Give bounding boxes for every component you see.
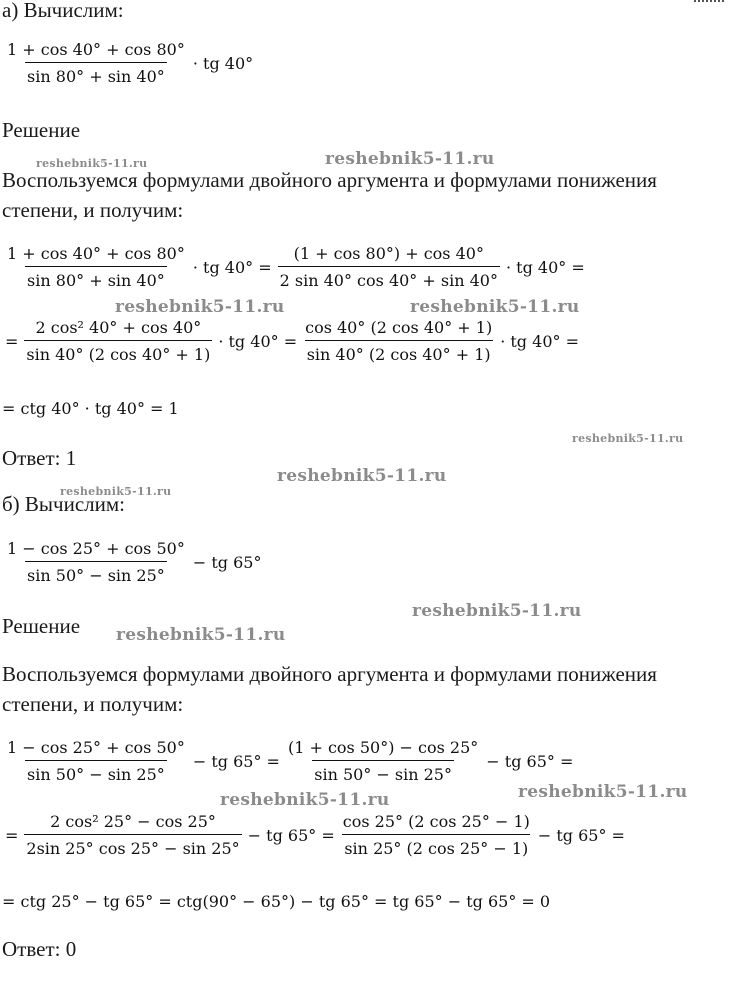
denominator: sin 25° (2 cos 25° − 1)	[342, 834, 530, 858]
denominator: 2sin 25° cos 25° − sin 25°	[24, 834, 241, 858]
denominator: sin 40° (2 cos 40° + 1)	[305, 340, 493, 364]
watermark: reshebnik5-11.ru	[36, 157, 148, 170]
fraction	[303, 318, 494, 364]
fraction	[278, 244, 500, 290]
part-a-line1	[2, 244, 588, 290]
numerator: cos 25° (2 cos 25° − 1)	[342, 812, 530, 831]
operator: − tg 65° =	[247, 825, 335, 845]
fraction	[5, 40, 187, 86]
operator: · tg 40° =	[192, 257, 272, 277]
part-a-intro-line1: Воспользуемся формулами двойного аргумента и формулами понижения	[2, 168, 657, 192]
corner-mark	[694, 0, 724, 8]
fraction	[24, 812, 241, 858]
part-b-line2	[2, 812, 628, 858]
watermark: reshebnik5-11.ru	[115, 297, 285, 317]
part-a-answer: Ответ: 1	[2, 446, 77, 470]
expression-tail: · tg 40°	[192, 53, 254, 73]
numerator: (1 + cos 50°) − cos 25°	[287, 738, 479, 757]
part-b-line3: = ctg 25° − tg 65° = ctg(90° − 65°) − tg 65° = tg 65° − tg 65° = 0	[2, 892, 551, 911]
operator: · tg 40° =	[500, 331, 579, 351]
denominator: sin 50° − sin 25°	[25, 561, 167, 585]
operator: =	[5, 825, 19, 845]
part-a-intro-line2: степени, и получим:	[2, 198, 184, 222]
expression-tail: − tg 65°	[192, 552, 262, 572]
part-b-intro-line2: степени, и получим:	[2, 692, 184, 716]
fraction	[286, 738, 480, 784]
denominator: sin 80° + sin 40°	[25, 266, 167, 290]
numerator: 2 cos² 40° + cos 40°	[35, 318, 202, 337]
part-a-line3: = ctg 40° · tg 40° = 1	[2, 399, 179, 418]
watermark: reshebnik5-11.ru	[60, 485, 172, 498]
watermark: reshebnik5-11.ru	[220, 790, 390, 810]
numerator: 1 + cos 40° + cos 80°	[7, 40, 185, 59]
watermark: reshebnik5-11.ru	[412, 601, 582, 621]
part-b-answer: Ответ: 0	[2, 937, 77, 961]
part-b-intro-line1: Воспользуемся формулами двойного аргумента и формулами понижения	[2, 662, 657, 686]
operator: · tg 40° =	[505, 257, 585, 277]
part-b-expression	[2, 539, 264, 585]
numerator: 2 cos² 25° − cos 25°	[50, 812, 216, 831]
part-b-line1	[2, 738, 576, 784]
operator: − tg 65° =	[537, 825, 625, 845]
denominator: sin 50° − sin 25°	[25, 760, 167, 784]
fraction	[24, 318, 212, 364]
operator: =	[5, 331, 19, 351]
part-a-solution-label: Решение	[2, 118, 81, 142]
fraction	[5, 539, 187, 585]
denominator: sin 80° + sin 40°	[25, 62, 167, 86]
watermark: reshebnik5-11.ru	[572, 432, 684, 445]
denominator: 2 sin 40° cos 40° + sin 40°	[278, 266, 500, 290]
watermark: reshebnik5-11.ru	[410, 297, 580, 317]
part-a-expression	[2, 40, 256, 86]
watermark: reshebnik5-11.ru	[277, 466, 447, 486]
numerator: cos 40° (2 cos 40° + 1)	[305, 318, 493, 337]
denominator: sin 40° (2 cos 40° + 1)	[24, 340, 212, 364]
numerator: 1 − cos 25° + cos 50°	[7, 539, 185, 558]
part-b-solution-label: Решение	[2, 614, 81, 638]
numerator: (1 + cos 80°) + cos 40°	[293, 244, 484, 263]
numerator: 1 + cos 40° + cos 80°	[7, 244, 185, 263]
operator: − tg 65° =	[192, 751, 280, 771]
part-b-heading: б) Вычислим:	[2, 492, 126, 516]
fraction	[5, 244, 187, 290]
watermark: reshebnik5-11.ru	[518, 782, 688, 802]
watermark: reshebnik5-11.ru	[116, 625, 286, 645]
denominator: sin 50° − sin 25°	[312, 760, 454, 784]
operator: · tg 40° =	[218, 331, 298, 351]
part-a-heading: а) Вычислим:	[2, 0, 124, 22]
watermark: reshebnik5-11.ru	[325, 149, 495, 169]
numerator: 1 − cos 25° + cos 50°	[7, 738, 185, 757]
fraction	[5, 738, 187, 784]
operator: − tg 65° =	[486, 751, 574, 771]
part-a-line2	[2, 318, 582, 364]
fraction	[341, 812, 532, 858]
